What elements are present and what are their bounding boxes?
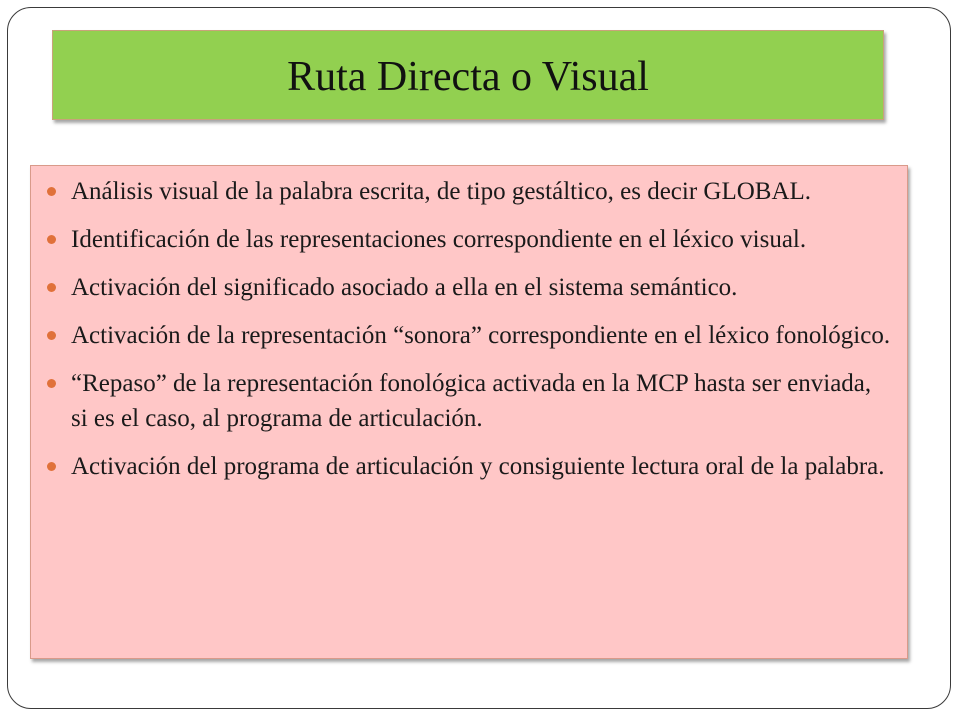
bullet-item	[47, 318, 893, 353]
bullet-item	[47, 366, 893, 436]
bullet-dot-icon	[47, 187, 56, 196]
bullet-item	[47, 449, 893, 484]
slide-title: Ruta Directa o Visual	[287, 54, 649, 100]
bullet-dot-icon	[47, 283, 56, 292]
bullet-item	[47, 174, 893, 209]
bullet-text: Activación del significado asociado a ella en el sistema semántico.	[71, 274, 738, 301]
bullet-text: Activación de la representación “sonora” correspondiente en el léxico fonológico.	[71, 322, 891, 349]
bullet-text: Identificación de las representaciones correspondiente en el léxico visual.	[71, 226, 807, 253]
title-box	[52, 30, 884, 120]
bullet-list	[47, 174, 893, 484]
bullet-text: “Repaso” de la representación fonológica activada en la MCP hasta ser enviada, si es el caso, al programa de articulación.	[71, 370, 872, 432]
bullet-dot-icon	[47, 462, 56, 471]
bullet-item	[47, 222, 893, 257]
bullet-text: Análisis visual de la palabra escrita, de tipo gestáltico, es decir GLOBAL.	[71, 178, 812, 205]
bullet-dot-icon	[47, 235, 56, 244]
bullet-dot-icon	[47, 379, 56, 388]
bullet-item	[47, 270, 893, 305]
bullet-text: Activación del programa de articulación y consiguiente lectura oral de la palabra.	[71, 453, 885, 480]
content-box	[30, 165, 908, 659]
bullet-dot-icon	[47, 331, 56, 340]
